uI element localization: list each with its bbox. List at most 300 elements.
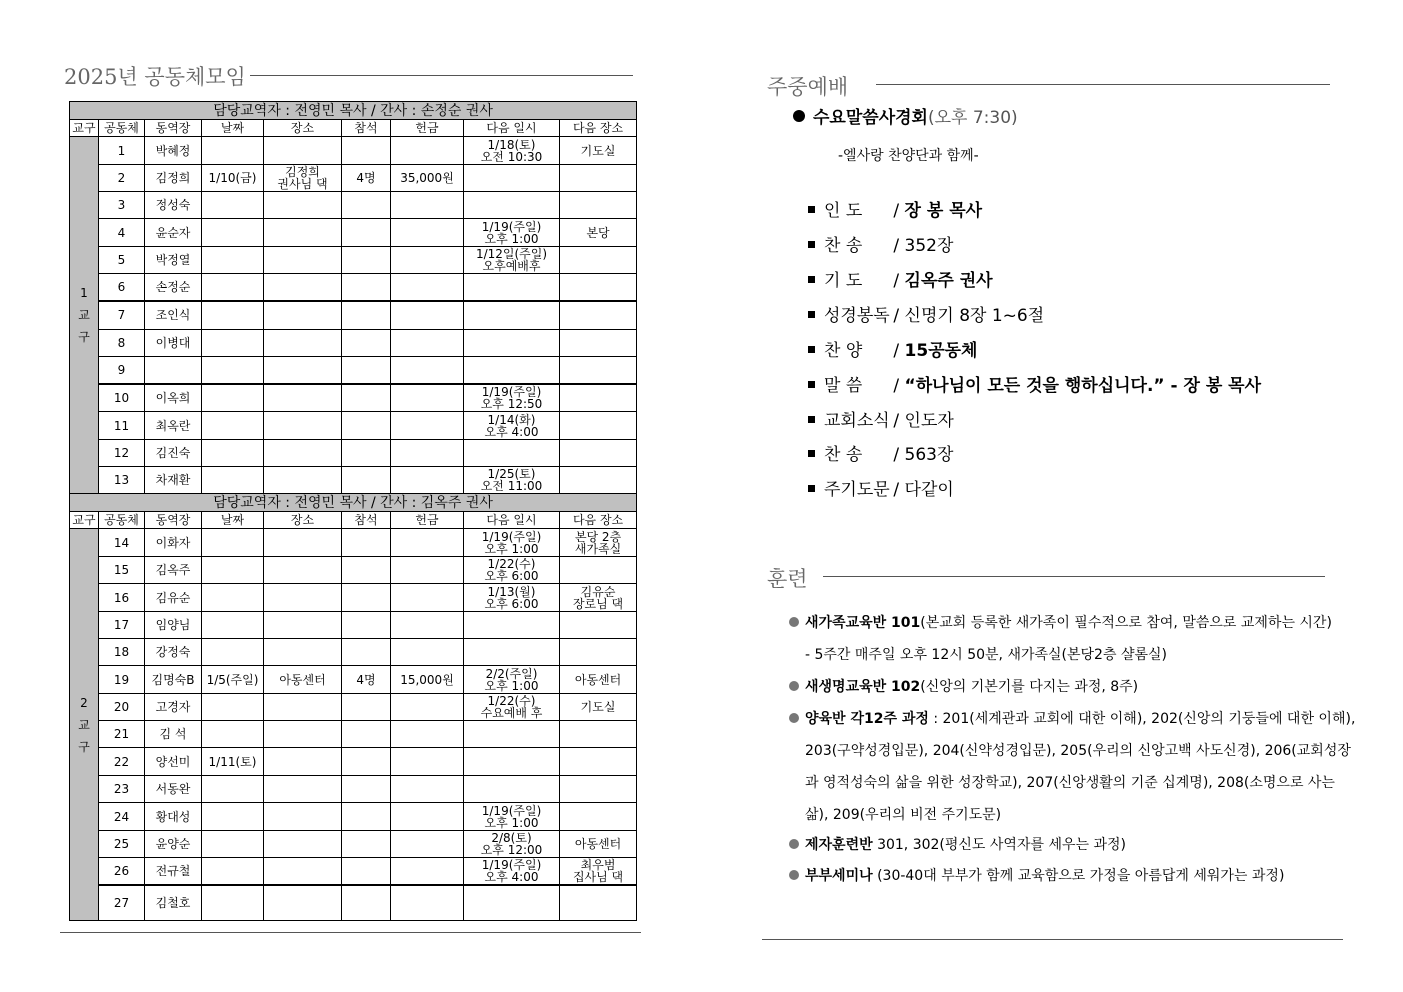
- column-header: 다음 장소: [560, 120, 637, 137]
- attendance: [342, 776, 391, 803]
- attendance: [342, 557, 391, 584]
- next-time-line: 오전 10:30: [480, 149, 543, 164]
- column-header: 장소: [264, 120, 342, 137]
- table-row: [70, 192, 637, 219]
- next-time-line: 오후 6:00: [484, 569, 539, 583]
- offering: [391, 639, 464, 666]
- order-value: 563장: [904, 445, 954, 465]
- community-no: 8: [99, 330, 145, 357]
- order-label: 주기도문: [824, 480, 890, 500]
- next-time-line: 오후 6:00: [484, 596, 539, 611]
- next-time: [464, 803, 560, 831]
- community-no: 11: [99, 412, 145, 440]
- attendance: [342, 357, 391, 384]
- table-row: [70, 412, 637, 440]
- next-time-line: 오후 12:50: [480, 396, 543, 411]
- gyo-number: 2: [80, 695, 88, 710]
- next-place: [560, 440, 637, 467]
- column-header: 날짜: [202, 512, 264, 529]
- square-bullet-icon: [808, 311, 815, 318]
- offering: [391, 357, 464, 384]
- next-time-line: 오전 11:00: [480, 479, 543, 493]
- community-no: 3: [99, 192, 145, 219]
- training-continuation: 삶), 209(우리의 비전 주기도문): [805, 807, 1002, 823]
- next-place: [560, 219, 637, 247]
- next-time: [464, 412, 560, 440]
- table-row: [70, 529, 637, 557]
- meeting-place: [264, 803, 342, 831]
- table-row: [70, 639, 637, 666]
- next-place: [560, 612, 637, 639]
- gyo-number: 1: [80, 286, 88, 300]
- next-place-line: 기도실: [580, 143, 616, 158]
- next-place: [560, 301, 637, 330]
- square-bullet-icon: [808, 485, 815, 492]
- leader-name: 김 석: [145, 721, 202, 748]
- offering: [391, 721, 464, 748]
- meeting-place: [264, 384, 342, 412]
- next-time: [464, 219, 560, 247]
- meeting-place: [264, 529, 342, 557]
- meeting-date: [202, 301, 264, 330]
- attendance: [342, 301, 391, 330]
- next-time: [464, 694, 560, 721]
- bullet-icon: [789, 839, 799, 849]
- meeting-date: [202, 384, 264, 412]
- leader-name: 차재환: [145, 467, 202, 494]
- next-place: [560, 137, 637, 165]
- meeting-place: [264, 467, 342, 494]
- training-item: [789, 612, 1332, 632]
- leader-name: 임양님: [145, 612, 202, 639]
- gyo-char: 구: [78, 739, 90, 754]
- next-time-line: 오후 1:00: [484, 541, 539, 556]
- next-time-line: 1/19(주일): [481, 384, 542, 399]
- leader-name: 김정희: [145, 165, 202, 192]
- next-time-line: 1/13(월): [487, 584, 536, 599]
- next-place: [560, 831, 637, 858]
- next-time: [464, 721, 560, 748]
- training-desc: (신앙의 기본기를 다지는 과정, 8주): [920, 679, 1139, 695]
- next-time: [464, 557, 560, 584]
- table-row: [70, 776, 637, 803]
- meeting-date: [202, 137, 264, 165]
- community-no: 20: [99, 694, 145, 721]
- square-bullet-icon: [808, 381, 815, 388]
- gyo-label: [70, 529, 99, 921]
- training-continuation: - 5주간 매주일 오후 12시 50분, 새가족실(본당2층 샬롬실): [805, 647, 1167, 663]
- next-place: [560, 412, 637, 440]
- meeting-place: [264, 274, 342, 301]
- next-time-line: 1/19(주일): [481, 803, 542, 818]
- order-item: 찬 양 / 15공동체: [808, 336, 977, 361]
- order-label: 인 도: [824, 201, 863, 221]
- offering: [391, 274, 464, 301]
- offering: [391, 467, 464, 494]
- leader-name: 서동완: [145, 776, 202, 803]
- bullet-icon: [789, 870, 799, 880]
- community-no: 24: [99, 803, 145, 831]
- group-header: 담당교역자 : 전영민 목사 / 간사 : 김옥주 권사: [70, 494, 637, 512]
- attendance: [342, 412, 391, 440]
- next-time: [464, 247, 560, 274]
- next-time: [464, 776, 560, 803]
- leader-name: 조인식: [145, 301, 202, 330]
- order-value: 장 봉 목사: [904, 201, 983, 221]
- table-row: [70, 694, 637, 721]
- order-item: 성경봉독 / 신명기 8장 1~6절: [808, 301, 1044, 326]
- order-value: 김옥주 권사: [904, 271, 993, 291]
- next-time: [464, 192, 560, 219]
- next-time: [464, 639, 560, 666]
- next-time: [464, 357, 560, 384]
- training-name: 양육반 각12주 과정: [805, 711, 929, 727]
- meeting-date: [202, 612, 264, 639]
- next-time-line: 오후 1:00: [484, 678, 539, 693]
- attendance: [342, 748, 391, 776]
- service-time: (오후 7:30): [927, 108, 1018, 128]
- leader-name: 이화자: [145, 529, 202, 557]
- next-time: [464, 467, 560, 494]
- meeting-place: [264, 192, 342, 219]
- bullet-icon: [793, 110, 805, 122]
- attendance: 4명: [342, 666, 391, 694]
- community-no: 5: [99, 247, 145, 274]
- next-time: [464, 748, 560, 776]
- meeting-date: [202, 529, 264, 557]
- offering: [391, 137, 464, 165]
- table-row: [70, 467, 637, 494]
- column-header: 교구: [70, 120, 99, 137]
- leader-name: [145, 357, 202, 384]
- meeting-date: [202, 440, 264, 467]
- next-place-line: 최우범: [580, 857, 616, 872]
- next-place-line: 본당 2층: [574, 529, 622, 544]
- next-time-line: 1/22(수): [487, 557, 536, 571]
- next-place: [560, 721, 637, 748]
- meeting-place: [264, 885, 342, 921]
- offering: [391, 412, 464, 440]
- meeting-date: [202, 831, 264, 858]
- next-place-line: 김유순: [580, 584, 616, 599]
- attendance: [342, 192, 391, 219]
- next-place-line: 새가족실: [574, 541, 622, 556]
- column-header: 동역장: [145, 512, 202, 529]
- leader-name: 이옥희: [145, 384, 202, 412]
- leader-name: 김옥주: [145, 557, 202, 584]
- next-time: [464, 612, 560, 639]
- next-place: [560, 384, 637, 412]
- leader-name: 최옥란: [145, 412, 202, 440]
- leader-name: 김진숙: [145, 440, 202, 467]
- meeting-place: [264, 440, 342, 467]
- meeting-date: [202, 219, 264, 247]
- meeting-date: [202, 412, 264, 440]
- table-row: [70, 219, 637, 247]
- order-label: 찬 송: [824, 236, 863, 256]
- service-name: 수요말씀사경회: [813, 108, 928, 128]
- leader-name: 이병대: [145, 330, 202, 357]
- bullet-icon: [789, 713, 799, 723]
- training-name: 부부세미나: [805, 868, 873, 884]
- attendance: [342, 247, 391, 274]
- table-row: [70, 666, 637, 694]
- column-header: 장소: [264, 512, 342, 529]
- community-no: 18: [99, 639, 145, 666]
- column-header: 동역장: [145, 120, 202, 137]
- leader-name: 박혜정: [145, 137, 202, 165]
- order-item: 교회소식 / 인도자: [808, 406, 954, 431]
- attendance: [342, 639, 391, 666]
- training-continuation: 203(구약성경입문), 204(신약성경입문), 205(우리의 신앙고백 사도신경), 206(교회성장: [805, 743, 1351, 759]
- order-value: 인도자: [904, 411, 954, 431]
- leader-name: 김철호: [145, 885, 202, 921]
- next-time: [464, 165, 560, 192]
- next-time-line: 1/19(주일): [481, 529, 542, 544]
- offering: [391, 440, 464, 467]
- next-time-line: 수요예배 후: [480, 706, 543, 720]
- offering: [391, 192, 464, 219]
- training-item: [789, 834, 1126, 854]
- meeting-place: [264, 584, 342, 612]
- order-label: 말 씀: [824, 376, 863, 396]
- attendance: [342, 831, 391, 858]
- next-time-line: 1/12일(주일): [475, 247, 548, 261]
- leader-name: 손정순: [145, 274, 202, 301]
- offering: 15,000원: [391, 666, 464, 694]
- attendance: [342, 858, 391, 885]
- next-place: [560, 748, 637, 776]
- next-place-line: 아동센터: [574, 672, 622, 687]
- leader-name: 강정숙: [145, 639, 202, 666]
- attendance: [342, 219, 391, 247]
- community-no: 10: [99, 384, 145, 412]
- community-no: 19: [99, 666, 145, 694]
- next-time: [464, 666, 560, 694]
- next-time: [464, 584, 560, 612]
- leader-name: 정성숙: [145, 192, 202, 219]
- order-item: 찬 송 / 563장: [808, 440, 953, 465]
- offering: [391, 612, 464, 639]
- table-row: [70, 274, 637, 301]
- table-row: [70, 330, 637, 357]
- table-row: [70, 612, 637, 639]
- community-schedule-table: [69, 101, 637, 921]
- meeting-date: 1/5(주일): [202, 666, 264, 694]
- next-place: [560, 165, 637, 192]
- table-row: [70, 165, 637, 192]
- meeting-place: [264, 137, 342, 165]
- next-time: [464, 831, 560, 858]
- meeting-date: [202, 694, 264, 721]
- table-row: [70, 557, 637, 584]
- table-row: [70, 137, 637, 165]
- next-time-line: 1/25(토): [487, 467, 536, 481]
- column-header: 다음 일시: [464, 512, 560, 529]
- offering: [391, 301, 464, 330]
- next-place: [560, 666, 637, 694]
- table-row: [70, 301, 637, 330]
- order-value: “하나님이 모든 것을 행하십니다.” - 장 봉 목사: [904, 376, 1262, 396]
- meeting-place: [264, 831, 342, 858]
- attendance: 4명: [342, 165, 391, 192]
- training-desc: 301, 302(평신도 사역자를 세우는 과정): [872, 837, 1126, 853]
- meeting-place: [264, 357, 342, 384]
- offering: [391, 776, 464, 803]
- training-name: 새가족교육반 101: [805, 615, 921, 631]
- order-item: 인 도 / 장 봉 목사: [808, 196, 982, 221]
- meeting-place: [264, 247, 342, 274]
- order-label: 교회소식: [824, 411, 890, 431]
- community-no: 26: [99, 858, 145, 885]
- training-item: [789, 865, 1284, 885]
- attendance: [342, 384, 391, 412]
- community-no: 17: [99, 612, 145, 639]
- next-time-line: 오후 1:00: [484, 815, 539, 830]
- table-row: [70, 247, 637, 274]
- community-no: 1: [99, 137, 145, 165]
- next-place-line: 장로님 댁: [572, 596, 624, 611]
- square-bullet-icon: [808, 416, 815, 423]
- attendance: [342, 803, 391, 831]
- next-time: [464, 529, 560, 557]
- meeting-date: [202, 467, 264, 494]
- leader-name: 황대성: [145, 803, 202, 831]
- community-no: 12: [99, 440, 145, 467]
- community-no: 14: [99, 529, 145, 557]
- community-no: 15: [99, 557, 145, 584]
- training-section-title: 훈련: [767, 567, 808, 591]
- attendance: [342, 137, 391, 165]
- offering: [391, 247, 464, 274]
- attendance: [342, 612, 391, 639]
- meeting-date: [202, 192, 264, 219]
- meeting-place: [264, 639, 342, 666]
- meeting-place-line: 김정희: [285, 165, 320, 179]
- next-place: [560, 803, 637, 831]
- meeting-place: [264, 219, 342, 247]
- next-place-line: 기도실: [580, 700, 616, 714]
- table-row: [70, 831, 637, 858]
- training-desc: (본교회 등록한 새가족이 필수적으로 참여, 말씀으로 교제하는 시간): [920, 615, 1332, 631]
- community-no: 9: [99, 357, 145, 384]
- meeting-date: [202, 357, 264, 384]
- community-no: 13: [99, 467, 145, 494]
- table-row: [70, 584, 637, 612]
- column-header: 다음 장소: [560, 512, 637, 529]
- order-value: 신명기 8장 1~6절: [904, 306, 1045, 326]
- order-value: 다같이: [904, 480, 954, 500]
- meeting-place: [264, 721, 342, 748]
- attendance: [342, 529, 391, 557]
- offering: [391, 584, 464, 612]
- leader-name: 고경자: [145, 694, 202, 721]
- column-header: 공동체: [99, 512, 145, 529]
- community-no: 21: [99, 721, 145, 748]
- leader-name: 김유순: [145, 584, 202, 612]
- worship-section-title: 주중예배: [767, 75, 849, 99]
- offering: 35,000원: [391, 165, 464, 192]
- community-no: 23: [99, 776, 145, 803]
- next-place: [560, 858, 637, 885]
- meeting-date: [202, 639, 264, 666]
- column-header: 참석: [342, 120, 391, 137]
- meeting-date: [202, 274, 264, 301]
- next-time: [464, 274, 560, 301]
- offering: [391, 803, 464, 831]
- offering: [391, 219, 464, 247]
- next-time-line: 오후예배후: [482, 259, 541, 273]
- next-time-line: 1/19(주일): [481, 857, 542, 872]
- meeting-place: [264, 412, 342, 440]
- community-no: 4: [99, 219, 145, 247]
- meeting-place: [264, 612, 342, 639]
- community-no: 25: [99, 831, 145, 858]
- meeting-date: [202, 803, 264, 831]
- offering: [391, 831, 464, 858]
- next-time-line: 1/18(토): [487, 137, 536, 152]
- offering: [391, 694, 464, 721]
- offering: [391, 885, 464, 921]
- square-bullet-icon: [808, 450, 815, 457]
- column-header: 헌금: [391, 512, 464, 529]
- next-time-line: 오후 1:00: [484, 231, 539, 246]
- attendance: [342, 467, 391, 494]
- meeting-date: [202, 584, 264, 612]
- training-title-rule: [823, 576, 1325, 577]
- next-place: [560, 885, 637, 921]
- training-desc: : 201(세계관과 교회에 대한 이해), 202(신앙의 기둥들에 대한 이해),: [928, 711, 1356, 727]
- order-item: 찬 송 / 352장: [808, 231, 953, 256]
- meeting-date: 1/10(금): [202, 165, 264, 192]
- meeting-place: [264, 165, 342, 192]
- offering: [391, 384, 464, 412]
- next-place: [560, 467, 637, 494]
- column-header: 헌금: [391, 120, 464, 137]
- bullet-icon: [789, 681, 799, 691]
- next-place-line: 집사님 댁: [572, 869, 624, 884]
- meeting-place-line: 권사님 댁: [277, 177, 328, 191]
- meeting-place: [264, 301, 342, 330]
- attendance: [342, 440, 391, 467]
- square-bullet-icon: [808, 346, 815, 353]
- column-header: 참석: [342, 512, 391, 529]
- order-item: 주기도문 / 다같이: [808, 475, 954, 500]
- community-no: 16: [99, 584, 145, 612]
- table-row: [70, 721, 637, 748]
- training-name: 제자훈련반: [805, 837, 873, 853]
- left-bottom-rule: [60, 932, 641, 933]
- meeting-place: [264, 748, 342, 776]
- attendance: [342, 330, 391, 357]
- community-no: 27: [99, 885, 145, 921]
- next-time: [464, 384, 560, 412]
- community-no: 7: [99, 301, 145, 330]
- community-no: 22: [99, 748, 145, 776]
- leader-name: 윤순자: [145, 219, 202, 247]
- meeting-date: [202, 721, 264, 748]
- next-place: [560, 274, 637, 301]
- next-time-line: 오후 4:00: [484, 869, 539, 884]
- next-place: [560, 529, 637, 557]
- table-row: [70, 440, 637, 467]
- table-row: [70, 803, 637, 831]
- training-name: 새생명교육반 102: [805, 679, 921, 695]
- next-place: [560, 330, 637, 357]
- meeting-place: [264, 858, 342, 885]
- community-no: 6: [99, 274, 145, 301]
- offering: [391, 330, 464, 357]
